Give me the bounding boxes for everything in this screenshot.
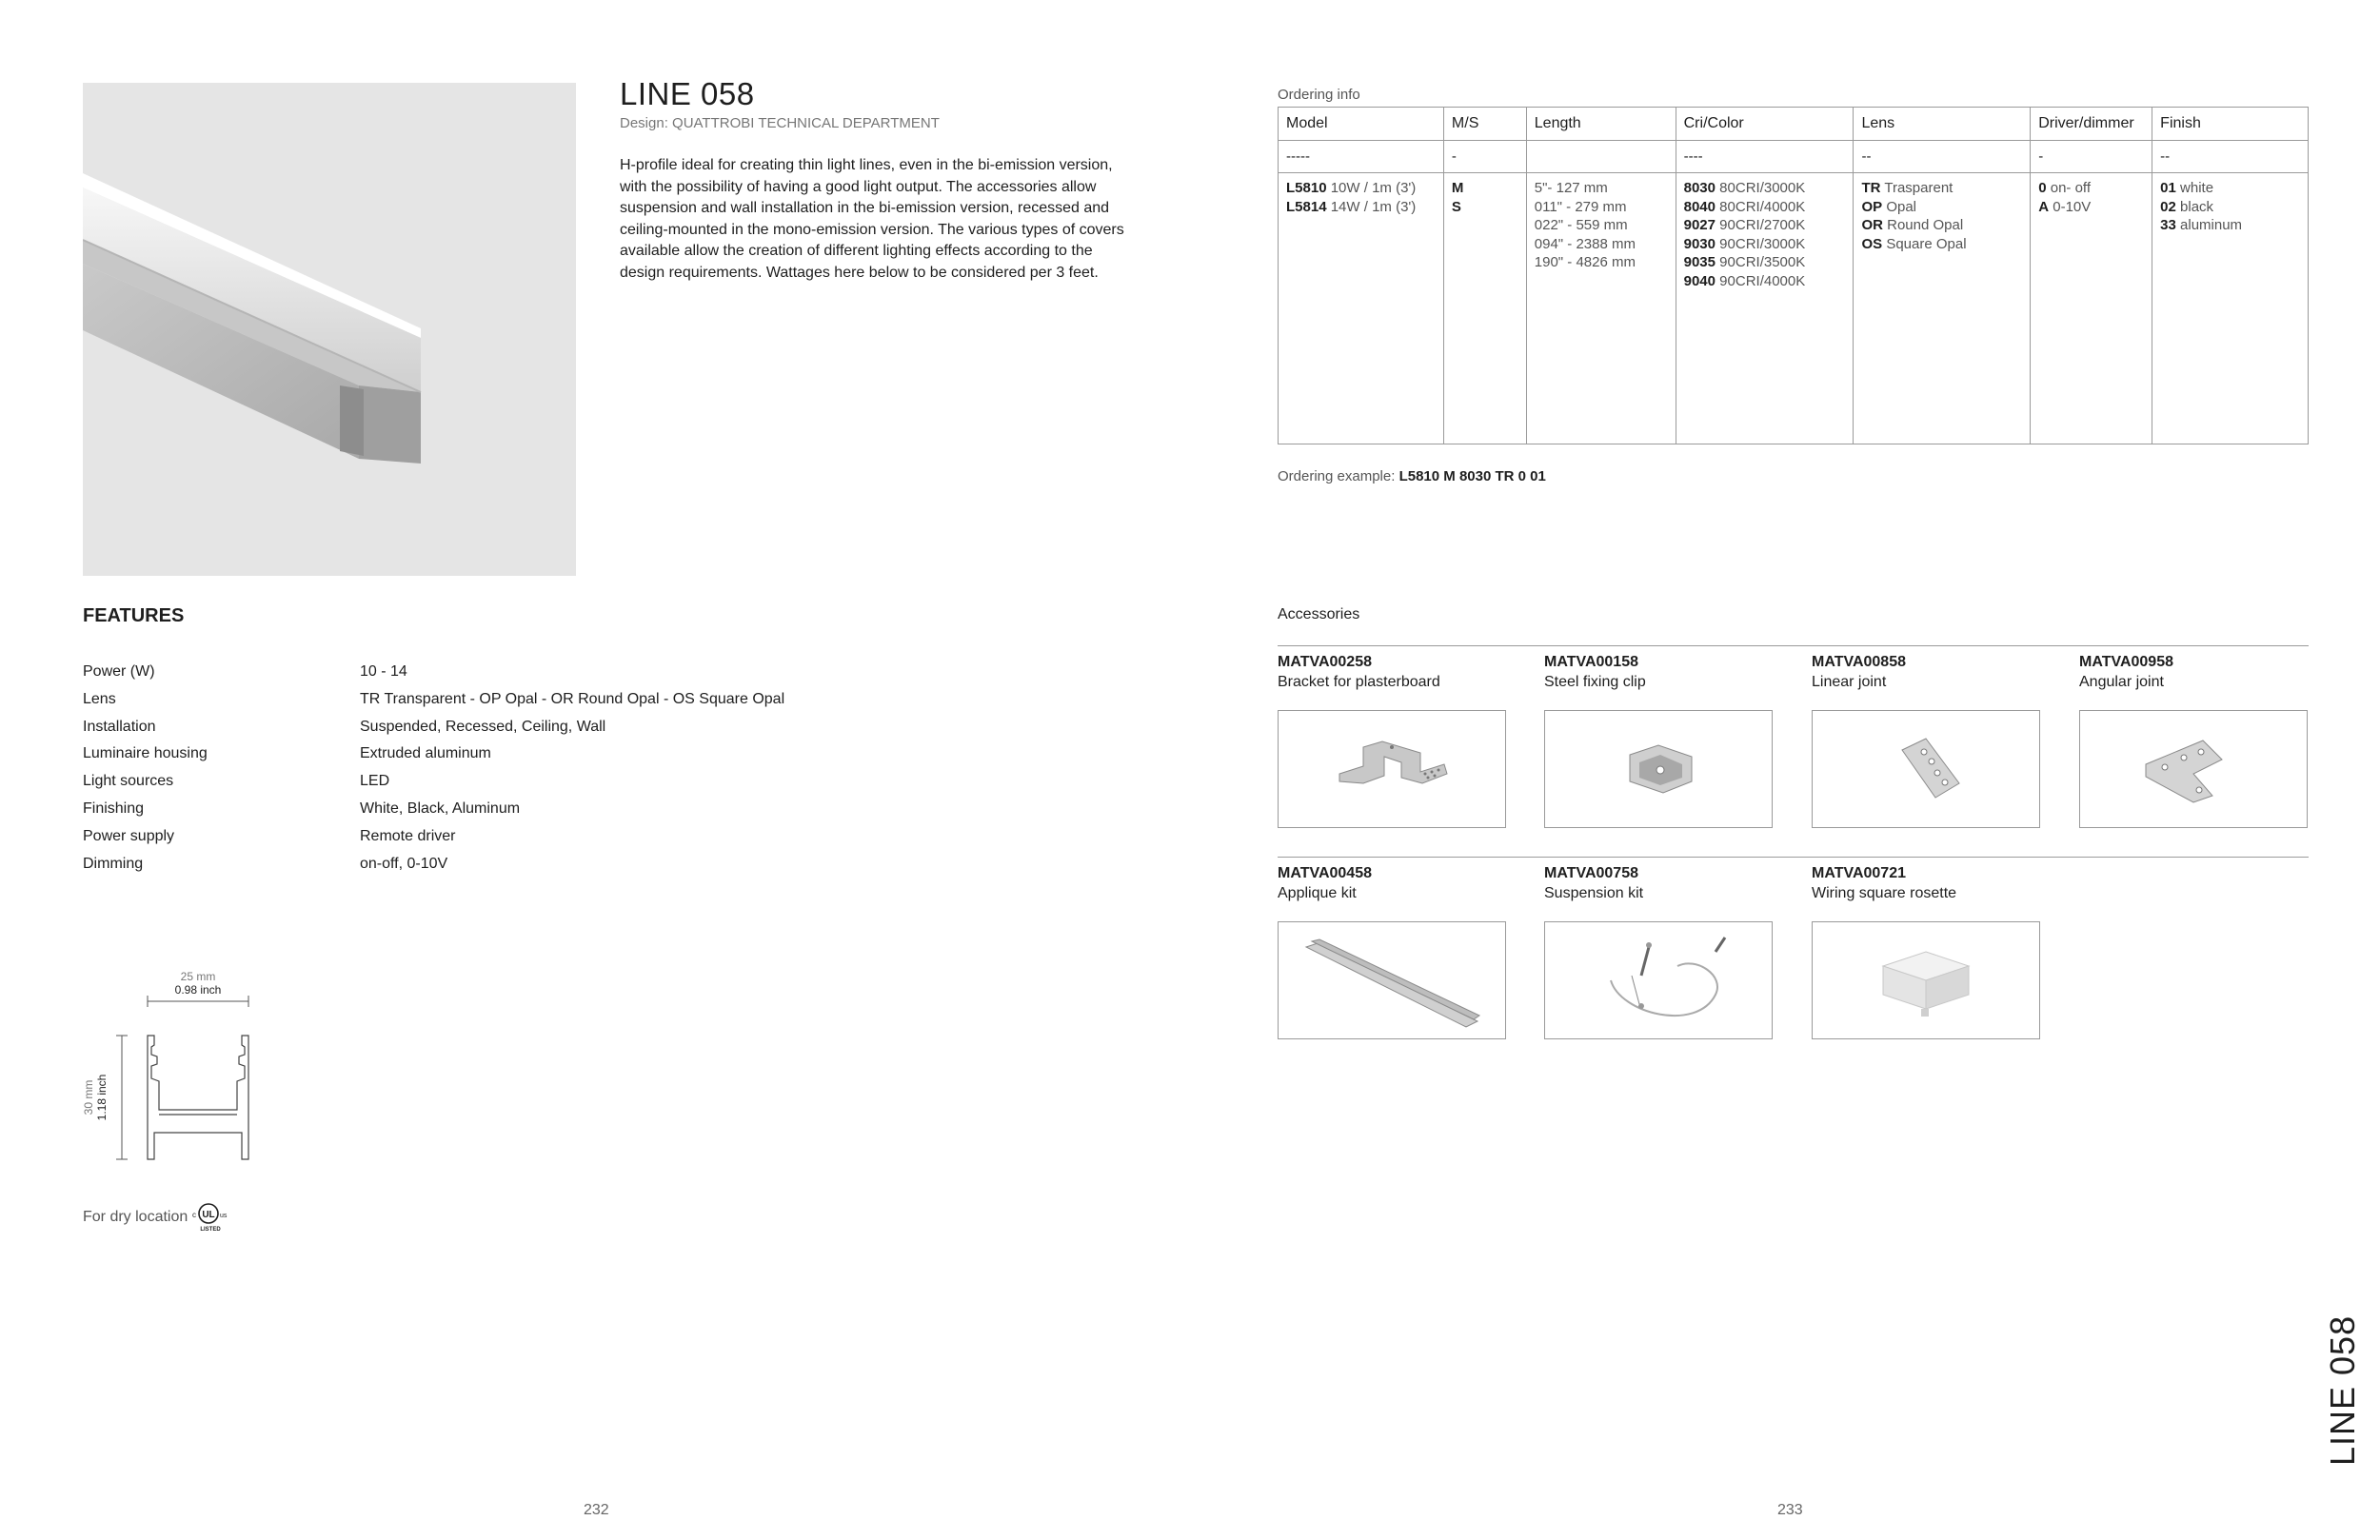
dash-cell: --	[1854, 141, 2031, 173]
ordering-info-label: Ordering info	[1278, 87, 1360, 103]
accessory-item	[1278, 654, 1506, 828]
model-text: 10W / 1m (3')	[1330, 180, 1417, 196]
accessory-code: MATVA00721	[1812, 865, 1906, 881]
feature-value: 10 - 14	[360, 663, 407, 680]
feature-value: Extruded aluminum	[360, 745, 491, 762]
driver-cell	[2031, 173, 2152, 444]
cri-code: 8040	[1683, 198, 1716, 215]
length-option: 011" - 279 mm	[1534, 198, 1627, 215]
column-header: Driver/dimmer	[2031, 108, 2152, 141]
dash-cell: -	[2031, 141, 2152, 173]
ms-cell	[1443, 173, 1526, 444]
accessory-image	[1544, 710, 1773, 828]
accessory-item	[2079, 654, 2308, 828]
accessory-item	[1544, 654, 1773, 828]
designer-credit: Design: QUATTROBI TECHNICAL DEPARTMENT	[620, 115, 940, 131]
column-header: M/S	[1443, 108, 1526, 141]
lens-cell	[1854, 173, 2031, 444]
feature-label: Power (W)	[83, 663, 155, 680]
accessory-code: MATVA00458	[1278, 865, 1372, 881]
column-header: Length	[1526, 108, 1676, 141]
model-code: L5810	[1286, 180, 1327, 196]
feature-value: Remote driver	[360, 827, 456, 844]
accessory-code: MATVA00958	[2079, 654, 2173, 670]
model-text: 14W / 1m (3')	[1330, 198, 1417, 215]
accessory-image	[1544, 921, 1773, 1039]
width-inch-label: 0.98 inch	[174, 983, 222, 997]
length-cell	[1526, 173, 1676, 444]
feature-label: Lens	[83, 690, 116, 707]
profile-section-icon	[83, 969, 264, 1169]
width-mm-label: 25 mm	[180, 970, 216, 983]
finish-option	[2160, 198, 2300, 217]
features-title: FEATURES	[83, 605, 185, 626]
feature-row	[83, 772, 940, 800]
product-description: H-profile ideal for creating thin light lines, even in the bi-emission version, with the possibility of having a good light output. The accessories allow suspension and wall installation in the bi-emission version, recessed and ceiling-mounted in the mono-emission version. The various types of covers available allow the creation of different lighting effects according to the design requirements. Wattages here below to be considered per 3 feet.	[620, 157, 1124, 281]
ordering-table	[1278, 107, 2309, 444]
cri-option	[1684, 198, 1846, 217]
accessory-desc: Applique kit	[1278, 885, 1357, 901]
accessory-code: MATVA00158	[1544, 654, 1638, 670]
cri-text: 80CRI/3000K	[1719, 180, 1806, 196]
cri-text: 80CRI/4000K	[1719, 198, 1806, 215]
section-drawing	[83, 969, 264, 1169]
driver-option	[2038, 198, 2144, 217]
lens-code: TR	[1861, 180, 1881, 196]
feature-label: Luminaire housing	[83, 745, 208, 762]
cri-option	[1684, 253, 1846, 272]
cri-text: 90CRI/3000K	[1719, 235, 1806, 252]
dash-cell: -	[1443, 141, 1526, 173]
accessory-image	[1812, 921, 2040, 1039]
cri-code: 8030	[1683, 180, 1716, 196]
dash-cell	[1526, 141, 1676, 173]
height-mm-label: 30 mm	[83, 1079, 95, 1116]
feature-row	[83, 827, 940, 855]
ordering-values-row	[1279, 173, 2309, 444]
cri-code: 9035	[1683, 254, 1716, 270]
product-photo	[83, 83, 576, 576]
applique-icon	[1297, 928, 1487, 1033]
column-header: Cri/Color	[1676, 108, 1854, 141]
accessory-desc: Linear joint	[1812, 674, 1887, 690]
feature-value: LED	[360, 773, 390, 790]
side-title: LINE 058	[2323, 1314, 2362, 1466]
ms-code: S	[1451, 198, 1461, 215]
finish-text: aluminum	[2180, 217, 2243, 233]
finish-option	[2160, 216, 2300, 235]
page-title: LINE 058	[620, 76, 755, 111]
feature-row	[83, 800, 940, 827]
accessory-code: MATVA00858	[1812, 654, 1906, 670]
linear-joint-icon	[1869, 731, 1983, 807]
accessory-image	[1812, 710, 2040, 828]
finish-code: 33	[2160, 217, 2176, 233]
ordering-dash-row	[1279, 141, 2309, 173]
feature-label: Light sources	[83, 773, 174, 790]
feature-value: White, Black, Aluminum	[360, 800, 521, 817]
ul-c-mark: c	[192, 1211, 197, 1219]
accessory-code: MATVA00758	[1544, 865, 1638, 881]
features-table	[83, 662, 940, 881]
dash-cell: ----	[1676, 141, 1854, 173]
finish-cell	[2152, 173, 2309, 444]
accessory-item	[1812, 865, 2040, 1039]
accessory-item	[1812, 654, 2040, 828]
feature-value: on-off, 0-10V	[360, 855, 448, 872]
cri-text: 90CRI/4000K	[1719, 272, 1806, 289]
finish-text: black	[2180, 198, 2214, 215]
feature-row	[83, 718, 940, 745]
ordering-example	[1278, 468, 1546, 484]
accessory-image	[1278, 710, 1506, 828]
accessory-item	[1278, 865, 1506, 1039]
rosette-icon	[1864, 933, 1988, 1028]
cri-option	[1684, 272, 1846, 291]
feature-label: Installation	[83, 718, 156, 735]
model-cell	[1279, 173, 1444, 444]
model-option	[1286, 179, 1436, 198]
accessory-desc: Steel fixing clip	[1544, 674, 1646, 690]
accessory-desc: Suspension kit	[1544, 885, 1644, 901]
feature-row	[83, 690, 940, 718]
driver-option	[2038, 179, 2144, 198]
page-number-left: 232	[584, 1502, 609, 1518]
divider	[1278, 857, 2309, 858]
feature-row	[83, 744, 940, 772]
driver-code: A	[2038, 198, 2050, 215]
ul-listed-mark: LISTED	[200, 1227, 221, 1233]
feature-label: Dimming	[83, 855, 144, 872]
driver-text: on- off	[2050, 180, 2091, 196]
column-header: Model	[1279, 108, 1444, 141]
lens-code: OR	[1861, 217, 1883, 233]
accessory-code: MATVA00258	[1278, 654, 1372, 670]
feature-label: Power supply	[83, 827, 175, 844]
lens-code: OP	[1861, 198, 1883, 215]
cri-option	[1684, 179, 1846, 198]
cri-option	[1684, 216, 1846, 235]
dash-cell: --	[2152, 141, 2309, 173]
cri-text: 90CRI/3500K	[1719, 254, 1806, 270]
feature-label: Finishing	[83, 800, 145, 817]
ms-code: M	[1451, 180, 1464, 196]
feature-row	[83, 855, 940, 882]
ul-mark: UL	[202, 1210, 215, 1220]
driver-code: 0	[2038, 180, 2047, 196]
profile-image	[83, 83, 576, 576]
length-option: 022" - 559 mm	[1534, 217, 1628, 233]
model-option	[1286, 198, 1436, 217]
ordering-header-row	[1279, 108, 2309, 141]
lens-text: Square Opal	[1886, 235, 1967, 252]
ordering-example-code: L5810 M 8030 TR 0 01	[1398, 468, 1546, 484]
finish-text: white	[2180, 180, 2214, 196]
divider	[1278, 645, 2309, 646]
lens-option	[1861, 179, 2022, 198]
accessory-image	[1278, 921, 1506, 1039]
lens-code: OS	[1861, 235, 1883, 252]
column-header: Finish	[2152, 108, 2309, 141]
dry-location-text: For dry location	[83, 1209, 188, 1225]
accessories-title: Accessories	[1278, 606, 1360, 622]
accessory-desc: Wiring square rosette	[1812, 885, 1957, 901]
lens-option	[1861, 235, 2022, 254]
cri-code: 9030	[1683, 235, 1716, 252]
finish-code: 01	[2160, 180, 2176, 196]
accessory-desc: Angular joint	[2079, 674, 2164, 690]
lens-option	[1861, 198, 2022, 217]
cri-code: 9040	[1683, 272, 1716, 289]
clip-icon	[1601, 736, 1716, 802]
lens-text: Opal	[1886, 198, 1916, 215]
cri-cell	[1676, 173, 1854, 444]
length-option: 094" - 2388 mm	[1534, 235, 1636, 252]
finish-option	[2160, 179, 2300, 198]
accessory-desc: Bracket for plasterboard	[1278, 674, 1440, 690]
accessory-item	[1544, 865, 1773, 1039]
feature-value: TR Transparent - OP Opal - OR Round Opal - OS Square Opal	[360, 690, 785, 707]
angular-joint-icon	[2136, 731, 2251, 807]
height-inch-label: 1.18 inch	[95, 1074, 109, 1121]
driver-text: 0-10V	[2053, 198, 2092, 215]
feature-row	[83, 662, 940, 690]
lens-option	[1861, 216, 2022, 235]
cri-text: 90CRI/2700K	[1719, 217, 1806, 233]
bracket-icon	[1335, 736, 1449, 802]
lens-text: Trasparent	[1884, 180, 1954, 196]
model-code: L5814	[1286, 198, 1327, 215]
finish-code: 02	[2160, 198, 2176, 215]
ordering-example-label: Ordering example:	[1278, 468, 1396, 484]
feature-value: Suspended, Recessed, Ceiling, Wall	[360, 718, 606, 735]
accessory-image	[2079, 710, 2308, 828]
ul-listed-icon	[191, 1201, 229, 1234]
dry-location-note	[83, 1201, 229, 1234]
column-header: Lens	[1854, 108, 2031, 141]
page-number-right: 233	[1777, 1502, 1803, 1518]
dash-cell: -----	[1279, 141, 1444, 173]
cri-option	[1684, 235, 1846, 254]
cri-code: 9027	[1683, 217, 1716, 233]
suspension-icon	[1582, 928, 1735, 1033]
ul-us-mark: us	[220, 1213, 228, 1219]
lens-text: Round Opal	[1887, 217, 1964, 233]
length-option: 190" - 4826 mm	[1534, 254, 1636, 270]
length-option: 5"- 127 mm	[1534, 180, 1608, 196]
